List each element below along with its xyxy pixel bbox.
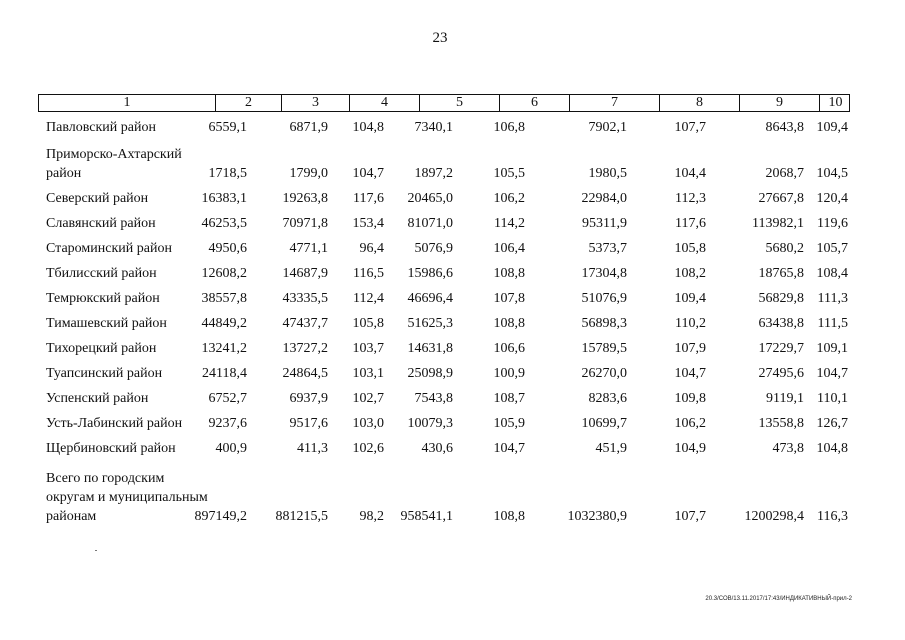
table-row xyxy=(0,408,905,433)
value-col-2: 46253,5 xyxy=(201,216,247,231)
value-col-10: 120,4 xyxy=(816,191,848,206)
value-col-5: 10079,3 xyxy=(407,416,453,431)
value-col-3: 6937,9 xyxy=(289,391,328,406)
value-col-7: 1980,5 xyxy=(588,166,627,181)
value-col-6: 106,6 xyxy=(493,341,525,356)
value-col-4: 105,8 xyxy=(352,316,384,331)
value-col-9: 18765,8 xyxy=(758,266,804,281)
value-col-5: 25098,9 xyxy=(407,366,453,381)
value-col-8: 109,8 xyxy=(674,391,706,406)
value-col-7: 5373,7 xyxy=(588,241,627,256)
value-col-2: 38557,8 xyxy=(201,291,247,306)
value-col-3: 24864,5 xyxy=(282,366,328,381)
value-col-8: 104,4 xyxy=(674,166,706,181)
value-col-6: 108,8 xyxy=(493,266,525,281)
district-name: Тбилисский район xyxy=(46,266,157,281)
value-col-7: 7902,1 xyxy=(588,120,627,135)
value-col-5: 81071,0 xyxy=(407,216,453,231)
value-col-3: 13727,2 xyxy=(282,341,328,356)
value-col-2: 4950,6 xyxy=(208,241,247,256)
value-col-7: 10699,7 xyxy=(581,416,627,431)
value-col-10: 111,3 xyxy=(817,291,848,306)
value-col-7: 95311,9 xyxy=(582,216,627,231)
value-col-3: 47437,7 xyxy=(282,316,328,331)
value-col-7: 451,9 xyxy=(595,441,627,456)
value-col-10: 110,1 xyxy=(817,391,848,406)
value-col-4: 103,0 xyxy=(352,416,384,431)
value-col-10: 109,1 xyxy=(816,341,848,356)
value-col-2: 16383,1 xyxy=(201,191,247,206)
table-row xyxy=(0,383,905,408)
document-code: 20.3/СОВ/13.11.2017/17:43/ИНДИКАТИВНЫЙ-прил-2 xyxy=(705,596,852,602)
table-body xyxy=(0,116,905,526)
district-name: Славянский район xyxy=(46,216,156,231)
value-col-9: 27667,8 xyxy=(758,191,804,206)
value-col-4: 117,6 xyxy=(353,191,384,206)
value-col-4: 102,7 xyxy=(352,391,384,406)
value-col-4: 116,5 xyxy=(353,266,384,281)
value-col-3: 6871,9 xyxy=(289,120,328,135)
value-col-3: 4771,1 xyxy=(289,241,328,256)
column-header-9: 9 xyxy=(739,95,819,111)
value-col-5: 7340,1 xyxy=(414,120,453,135)
table-row xyxy=(0,137,905,183)
table-row xyxy=(0,283,905,308)
value-col-5: 14631,8 xyxy=(407,341,453,356)
column-header-7: 7 xyxy=(569,95,659,111)
value-col-5: 46696,4 xyxy=(407,291,453,306)
value-col-3: 1799,0 xyxy=(289,166,328,181)
value-col-3: 411,3 xyxy=(297,441,328,456)
value-col-6: 108,8 xyxy=(493,316,525,331)
value-col-6: 105,5 xyxy=(493,166,525,181)
value-col-9: 473,8 xyxy=(772,441,804,456)
value-col-8: 104,9 xyxy=(674,441,706,456)
value-col-2: 897149,2 xyxy=(194,509,247,524)
value-col-4: 153,4 xyxy=(352,216,384,231)
value-col-6: 100,9 xyxy=(493,366,525,381)
column-header-10: 10 xyxy=(819,95,851,111)
value-col-7: 56898,3 xyxy=(581,316,627,331)
value-col-2: 400,9 xyxy=(215,441,247,456)
value-col-2: 1718,5 xyxy=(208,166,247,181)
value-col-7: 15789,5 xyxy=(581,341,627,356)
value-col-10: 109,4 xyxy=(816,120,848,135)
table-row xyxy=(0,358,905,383)
value-col-9: 17229,7 xyxy=(758,341,804,356)
value-col-8: 107,7 xyxy=(674,509,706,524)
table-row xyxy=(0,183,905,208)
table-row xyxy=(0,433,905,458)
value-col-9: 13558,8 xyxy=(758,416,804,431)
value-col-9: 9119,1 xyxy=(766,391,804,406)
value-col-3: 19263,8 xyxy=(282,191,328,206)
value-col-9: 2068,7 xyxy=(765,166,804,181)
district-name: Темрюкский район xyxy=(46,291,160,306)
value-col-6: 114,2 xyxy=(494,216,525,231)
value-col-2: 24118,4 xyxy=(202,366,247,381)
table-row xyxy=(0,458,905,526)
value-col-6: 108,7 xyxy=(493,391,525,406)
column-header-1: 1 xyxy=(123,95,131,110)
table-row xyxy=(0,116,905,137)
value-col-3: 14687,9 xyxy=(282,266,328,281)
district-name: Успенский район xyxy=(46,391,149,406)
value-col-6: 107,8 xyxy=(493,291,525,306)
value-col-5: 430,6 xyxy=(421,441,453,456)
value-col-4: 104,8 xyxy=(352,120,384,135)
value-col-3: 9517,6 xyxy=(289,416,328,431)
value-col-9: 1200298,4 xyxy=(744,509,804,524)
value-col-8: 106,2 xyxy=(674,416,706,431)
value-col-10: 104,5 xyxy=(816,166,848,181)
district-name: Тихорецкий район xyxy=(46,341,157,356)
district-name: Приморско-Ахтарский район xyxy=(46,147,182,181)
value-col-10: 108,4 xyxy=(816,266,848,281)
district-name: Туапсинский район xyxy=(46,366,163,381)
value-col-7: 8283,6 xyxy=(588,391,627,406)
value-col-6: 108,8 xyxy=(493,509,525,524)
value-col-2: 6752,7 xyxy=(208,391,247,406)
value-col-10: 116,3 xyxy=(817,509,848,524)
value-col-9: 63438,8 xyxy=(758,316,804,331)
table-row xyxy=(0,208,905,233)
value-col-7: 1032380,9 xyxy=(567,509,627,524)
value-col-8: 108,2 xyxy=(674,266,706,281)
district-name: Усть-Лабинский район xyxy=(46,416,183,431)
value-col-5: 20465,0 xyxy=(407,191,453,206)
table-row xyxy=(0,233,905,258)
district-name: Павловский район xyxy=(46,120,156,135)
column-header-2: 2 xyxy=(215,95,281,111)
value-col-5: 51625,3 xyxy=(407,316,453,331)
value-col-2: 44849,2 xyxy=(201,316,247,331)
value-col-6: 105,9 xyxy=(493,416,525,431)
district-name: Всего по городским округам и муниципальным районам xyxy=(46,471,208,524)
value-col-7: 22984,0 xyxy=(581,191,627,206)
table-row xyxy=(0,258,905,283)
value-col-5: 5076,9 xyxy=(414,241,453,256)
value-col-4: 103,1 xyxy=(352,366,384,381)
value-col-8: 117,6 xyxy=(675,216,706,231)
value-col-2: 12608,2 xyxy=(201,266,247,281)
value-col-5: 15986,6 xyxy=(407,266,453,281)
value-col-2: 9237,6 xyxy=(208,416,247,431)
value-col-7: 26270,0 xyxy=(581,366,627,381)
value-col-9: 27495,6 xyxy=(758,366,804,381)
table-header xyxy=(38,94,850,112)
value-col-5: 1897,2 xyxy=(414,166,453,181)
table-row xyxy=(0,333,905,358)
value-col-9: 5680,2 xyxy=(765,241,804,256)
district-name: Тимашевский район xyxy=(46,316,167,331)
value-col-4: 103,7 xyxy=(352,341,384,356)
value-col-3: 70971,8 xyxy=(282,216,328,231)
value-col-8: 109,4 xyxy=(674,291,706,306)
value-col-6: 106,4 xyxy=(493,241,525,256)
value-col-6: 104,7 xyxy=(493,441,525,456)
value-col-10: 105,7 xyxy=(816,241,848,256)
column-header-5: 5 xyxy=(419,95,499,111)
value-col-8: 107,7 xyxy=(674,120,706,135)
value-col-3: 881215,5 xyxy=(275,509,328,524)
district-name: Щербиновский район xyxy=(46,441,176,456)
column-header-4: 4 xyxy=(349,95,419,111)
value-col-4: 98,2 xyxy=(359,509,384,524)
value-col-4: 102,6 xyxy=(352,441,384,456)
value-col-8: 112,3 xyxy=(675,191,706,206)
value-col-6: 106,2 xyxy=(493,191,525,206)
value-col-9: 8643,8 xyxy=(765,120,804,135)
value-col-2: 13241,2 xyxy=(201,341,247,356)
value-col-8: 110,2 xyxy=(675,316,706,331)
value-col-9: 56829,8 xyxy=(758,291,804,306)
value-col-8: 107,9 xyxy=(674,341,706,356)
column-header-8: 8 xyxy=(659,95,739,111)
district-name: Староминский район xyxy=(46,241,172,256)
value-col-10: 111,5 xyxy=(817,316,848,331)
value-col-7: 17304,8 xyxy=(581,266,627,281)
value-col-4: 112,4 xyxy=(353,291,384,306)
scan-speck xyxy=(95,550,97,551)
value-col-10: 119,6 xyxy=(817,216,848,231)
value-col-10: 104,7 xyxy=(816,366,848,381)
value-col-8: 104,7 xyxy=(674,366,706,381)
value-col-4: 104,7 xyxy=(352,166,384,181)
table-row xyxy=(0,308,905,333)
value-col-10: 104,8 xyxy=(816,441,848,456)
column-header-6: 6 xyxy=(499,95,569,111)
district-name: Северский район xyxy=(46,191,149,206)
value-col-7: 51076,9 xyxy=(581,291,627,306)
value-col-5: 7543,8 xyxy=(414,391,453,406)
value-col-10: 126,7 xyxy=(816,416,848,431)
value-col-9: 113982,1 xyxy=(752,216,804,231)
value-col-2: 6559,1 xyxy=(208,120,247,135)
value-col-4: 96,4 xyxy=(359,241,384,256)
value-col-6: 106,8 xyxy=(493,120,525,135)
value-col-3: 43335,5 xyxy=(282,291,328,306)
value-col-8: 105,8 xyxy=(674,241,706,256)
column-header-3: 3 xyxy=(281,95,349,111)
value-col-5: 958541,1 xyxy=(400,509,453,524)
page-number: 23 xyxy=(432,30,448,46)
